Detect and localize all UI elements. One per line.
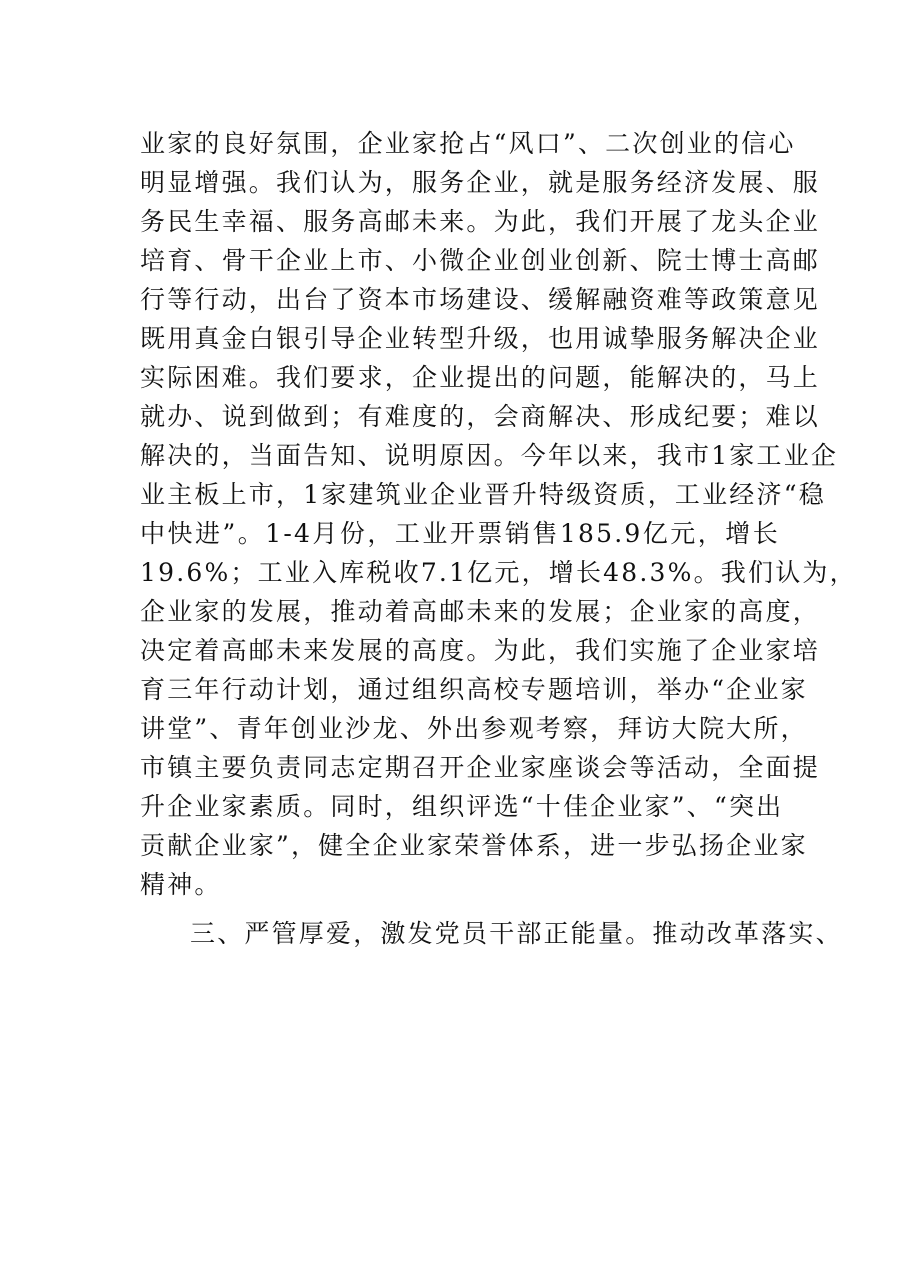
section-heading-line: 三、严管厚爱，激发党员干部正能量。推动改革落实、 [190,919,843,948]
paragraph-enterprise-service [140,124,857,904]
text-line: 讲堂”、青年创业沙龙、外出参观考察，拜访大院大所， [140,714,808,743]
text-line: 19.6%；工业入库税收7.1亿元，增长48.3%。我们认为， [140,558,857,587]
text-line: 行等行动，出台了资本市场建设、缓解融资难等政策意见 [140,285,821,314]
text-line: 务民生幸福、服务高邮未来。为此，我们开展了龙头企业 [140,207,821,236]
text-line: 实际困难。我们要求，企业提出的问题，能解决的，马上 [140,363,821,392]
text-line: 业主板上市，1家建筑业企业晋升特级资质，工业经济“稳 [140,480,826,509]
text-line: 培育、骨干企业上市、小微企业创业创新、院士博士高邮 [140,246,821,275]
text-line: 企业家的发展，推动着高邮未来的发展；企业家的高度， [140,597,821,626]
text-line: 精神。 [140,870,222,899]
section-heading-paragraph [140,914,843,953]
text-line: 业家的良好氛围，企业家抢占“风口”、二次创业的信心 [140,129,796,158]
document-body [140,124,857,953]
text-line: 就办、说到做到；有难度的，会商解决、形成纪要；难以 [140,402,821,431]
text-line: 既用真金白银引导企业转型升级，也用诚挚服务解决企业 [140,324,821,353]
text-line: 升企业家素质。同时，组织评选“十佳企业家”、“突出 [140,792,784,821]
text-line: 解决的，当面告知、说明原因。今年以来，我市1家工业企 [140,441,839,470]
text-line: 明显增强。我们认为，服务企业，就是服务经济发展、服 [140,168,821,197]
text-line: 市镇主要负责同志定期召开企业家座谈会等活动，全面提 [140,753,821,782]
text-line: 中快进”。1-4月份，工业开票销售185.9亿元，增长 [140,519,780,548]
paragraph-spacer [140,904,780,914]
text-line: 贡献企业家”，健全企业家荣誉体系，进一步弘扬企业家 [140,831,808,860]
text-line: 育三年行动计划，通过组织高校专题培训，举办“企业家 [140,675,808,704]
text-line: 决定着高邮未来发展的高度。为此，我们实施了企业家培 [140,636,821,665]
